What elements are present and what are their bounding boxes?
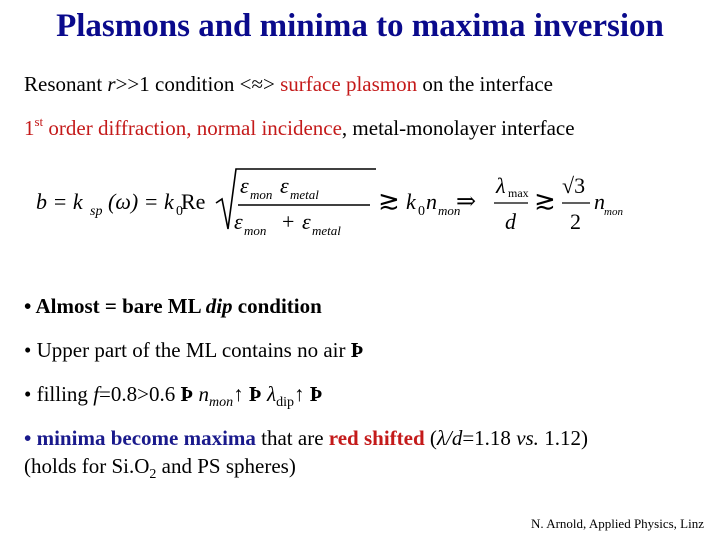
minima-maxima-text: minima become maxima [36,426,256,450]
resonant-condition-line [24,72,553,97]
text: 1.12) [538,426,588,450]
implies-arrow: ⇒ [456,189,477,215]
subscript-2: 2 [149,467,157,483]
dip-text: dip [205,294,233,318]
text: Almost = bare ML [35,294,206,318]
vs-text: vs. [516,426,539,450]
bullet-minima-maxima [24,426,588,451]
implies-symbol: Þ [309,382,323,406]
two: 2 [570,209,581,234]
text: (holds for Si.O [24,454,150,478]
sub-metal: metal [312,223,341,238]
bullet-bare-ml [24,294,322,319]
diffraction-text: order diffraction, normal incidence [43,116,342,140]
text: that are [255,426,329,450]
surface-plasmon-text: surface plasmon [280,72,418,96]
lambda-symbol: λ [496,173,506,198]
n-sub-mon: mon [438,203,461,218]
dip-subscript: dip [276,395,294,411]
gtrsim-symbol: ≳ [378,186,400,215]
holds-for-line [24,454,296,483]
text: >>1 condition < [115,72,252,96]
text: • filling [24,382,94,406]
k0-symbol: k [406,189,416,214]
red-shifted-text: red shifted [328,426,425,450]
eps-metal-num: ε [280,173,289,198]
n-symbol: n [198,382,210,406]
formula-lhs: b = k [36,189,83,214]
diffraction-line [24,116,575,141]
n-symbol: n [426,189,437,214]
n-symbol: n [594,189,605,214]
text: • Upper part of the ML contains no air [24,338,351,362]
plus-sign: + [282,209,295,234]
text: condition [232,294,322,318]
approx-symbol: ≈ [251,72,263,96]
eps-mon-num: ε [240,173,249,198]
text: 1 [24,116,35,140]
implies-symbol: Þ [350,338,364,362]
lambda-sub-max: max [508,186,529,200]
formula-omega: (ω) = k [108,189,174,214]
lambda-over-d: λ/d [436,426,463,450]
n-sub-mon: mon [604,206,623,218]
text: Resonant [24,72,108,96]
bullet: • [24,294,36,318]
formula-sub-sp: sp [90,204,103,219]
k0-sub: 0 [418,204,425,219]
sqrt3: √3 [562,173,586,198]
formula-re: Re [181,189,206,214]
implies-symbol: Þ [248,382,262,406]
mon-subscript: mon [209,395,234,411]
gtrsim-symbol: ≳ [534,186,556,215]
eps-metal-den: ε [302,209,311,234]
text: and PS spheres) [156,454,296,478]
bullet: • [24,426,37,450]
implies-symbol: Þ [180,382,194,406]
text: =1.18 [462,426,517,450]
up-arrow: ↑ [294,382,310,406]
bullet-no-air [24,338,364,363]
eps-mon-den: ε [234,209,243,234]
author-footer: N. Arnold, Applied Physics, Linz [531,516,704,531]
sub-metal: metal [290,187,319,202]
formula-sub-0: 0 [176,204,183,219]
r-symbol: r [107,72,116,96]
text: > [262,72,281,96]
text: ( [424,426,437,450]
sub-mon: mon [244,223,267,238]
bullet-filling [24,382,323,411]
plasmon-formula [28,163,623,243]
superscript: st [34,114,44,129]
sub-mon: mon [250,187,273,202]
text: on the interface [417,72,553,96]
text: =0.8>0.6 [99,382,181,406]
text: , metal-monolayer interface [341,116,575,140]
up-arrow: ↑ [233,382,249,406]
f-symbol: f [93,382,100,406]
slide-title: Plasmons and minima to maxima inversion [56,8,664,44]
d-symbol: d [505,209,516,234]
lambda-symbol: λ [267,382,277,406]
